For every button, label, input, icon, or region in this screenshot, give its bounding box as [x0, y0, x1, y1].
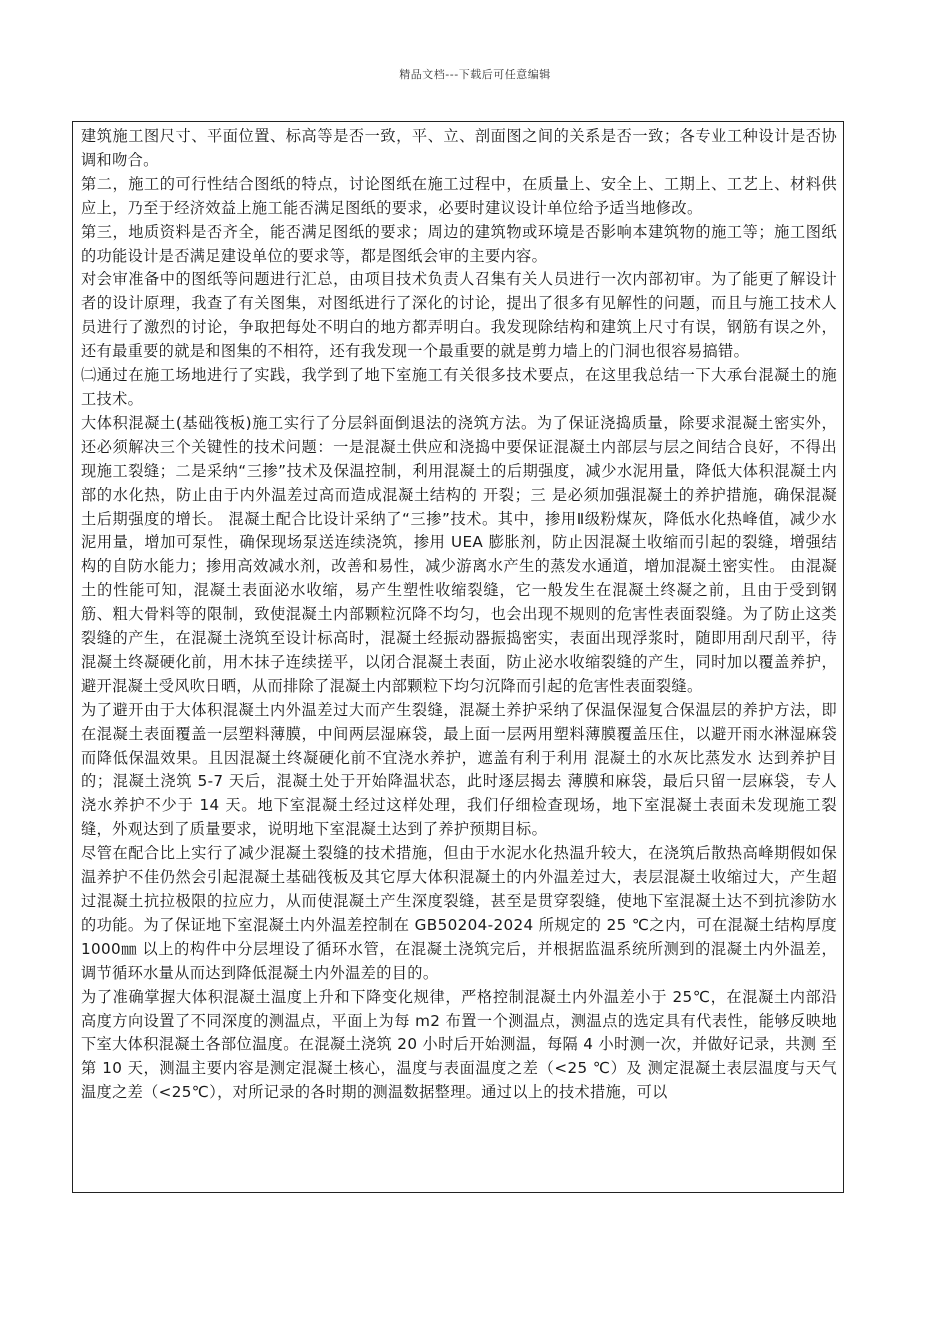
paragraph-geological-data: 第三，地质资料是否齐全，能否满足图纸的要求；周边的建筑物或环境是否影响本建筑物的施工等；施工图纸的功能设计是否满足建设单位的要求等，都是图纸会审的主要内容。	[81, 222, 837, 265]
paragraph-mass-concrete-pouring: 大体积混凝土(基础筏板)施工实行了分层斜面倒退法的浇筑方法。为了保证浇捣质量，除要求混凝土密实外，还必须解决三个关键性的技术问题：一是混凝土供应和浇捣中要保证混凝土内部层与层之间结合良好，不得出现施工裂缝；二是采纳“三掺”技术及保温控制，利用混凝土的后期强度，减少水泥用量，降低大体积混凝土内部的水化热，防止由于内外温差过高而造成混凝土结构的 开裂；三 是必须加强混凝土的养护措施，确保混凝土后期强度的增长。 混凝土配合比设计采纳了“三掺”技术。其中，掺用Ⅱ级粉煤灰，降低水化热峰值，减少水泥用量，增加可泵性，确保现场泵送连续浇筑，掺用 UEA 膨胀剂，防止因混凝土收缩而引起的裂缝，增强结构的自防水能力；掺用高效减水剂，改善和易性，减少游离水产生的蒸发水通道，增加混凝土密实性。 由混凝土的性能可知，混凝土表面泌水收缩，易产生塑性收缩裂缝，它一般发生在混凝土终凝之前，且由于受到钢筋、粗大骨料等的限制，致使混凝土内部颗粒沉降不均匀，也会出现不规则的危害性表面裂缝。为了防止这类裂缝的产生，在混凝土浇筑至设计标高时，混凝土经振动器振捣密实，表面出现浮浆时，随即用刮尺刮平，待混凝土终凝硬化前，用木抹子连续搓平，以闭合混凝土表面，防止泌水收缩裂缝的产生，同时加以覆盖养护，避开混凝土受风吹日晒，从而排除了混凝土内部颗粒下均匀沉降而引起的危害性表面裂缝。	[81, 413, 837, 695]
paragraph-temperature-monitoring: 为了准确掌握大体积混凝土温度上升和下降变化规律，严格控制混凝土内外温差小于 25℃，在混凝土内部沿高度方向设置了不同深度的测温点，平面上为每 m2 布置一个测温点，测温点的选定具有代表性，能够反映地下室大体积混凝土各部位温度。在混凝土浇筑 20 小时后开始测温，每隔 4 小时测一次，并做好记录，共测 至第 10 天，测温主要内容是测定混凝土核心，温度与表面温度之差（<25 ℃）及 测定混凝土表层温度与天气温度之差（<25℃），对所记录的各时期的测温数据整理。通过以上的技术措施，可以	[81, 987, 837, 1102]
document-body	[72, 121, 844, 1193]
paragraph-curing-method: 为了避开由于大体积混凝土内外温差过大而产生裂缝，混凝土养护采纳了保温保湿复合保温层的养护方法，即在混凝土表面覆盖一层塑料薄膜，中间两层湿麻袋，最上面一层两用塑料薄膜覆盖压住，以避开雨水淋湿麻袋而降低保温效果。且因混凝土终凝硬化前不宜浇水养护，遮盖有利于利用 混凝土的水灰比蒸发水 达到养护目的；混凝土浇筑 5-7 天后，混凝土处于开始降温状态，此时逐层揭去 薄膜和麻袋，最后只留一层麻袋，专人浇水养护不少于 14 天。地下室混凝土经过这样处理，我们仔细检查现场，地下室混凝土表面未发现施工裂缝，外观达到了质量要求，说明地下室混凝土达到了养护预期目标。	[81, 700, 837, 839]
paragraph-site-practice: ㈡通过在施工场地进行了实践，我学到了地下室施工有关很多技术要点，在这里我总结一下大承台混凝土的施工技术。	[81, 366, 837, 408]
paragraph-construction-feasibility: 第二，施工的可行性结合图纸的特点，讨论图纸在施工过程中，在质量上、安全上、工期上、工艺上、材料供应上，乃至于经济效益上施工能否满足图纸的要求，必要时建议设计单位给予适当地修改。	[81, 174, 837, 217]
paragraph-drawing-consistency: 建筑施工图尺寸、平面位置、标高等是否一致，平、立、剖面图之间的关系是否一致；各专业工种设计是否协调和吻合。	[81, 127, 837, 169]
page-header: 精品文档---下载后可任意编辑	[399, 68, 551, 81]
paragraph-internal-review: 对会审准备中的图纸等问题进行汇总，由项目技术负责人召集有关人员进行一次内部初审。为了能更了解设计者的设计原理，我查了有关图集，对图纸进行了深化的讨论，提出了很多有见解性的问题，而且与施工技术人员进行了激烈的讨论，争取把每处不明白的地方都弄明白。我发现除结构和建筑上尺寸有误，钢筋有误之外，还有最重要的就是和图集的不相符，还有我发现一个最重要的就是剪力墙上的门洞也很容易搞错。	[81, 270, 837, 361]
paragraph-temperature-control: 尽管在配合比上实行了减少混凝土裂缝的技术措施，但由于水泥水化热温升较大，在浇筑后散热高峰期假如保温养护不佳仍然会引起混凝土基础筏板及其它厚大体积混凝土的内外温差过大，表层混凝土收缩过大，产生超过混凝土抗拉极限的拉应力，从而使混凝土产生深度裂缝，甚至是贯穿裂缝，使地下室混凝土达不到抗渗防水的功能。为了保证地下室混凝土内外温差控制在 GB50204-2024 所规定的 25 ℃之内，可在混凝土结构厚度 1000㎜ 以上的构件中分层埋设了循环水管，在混凝土浇筑完后，并根据监温系统所测到的混凝土内外温差，调节循环水量从而达到降低混凝土内外温差的目的。	[81, 844, 837, 982]
